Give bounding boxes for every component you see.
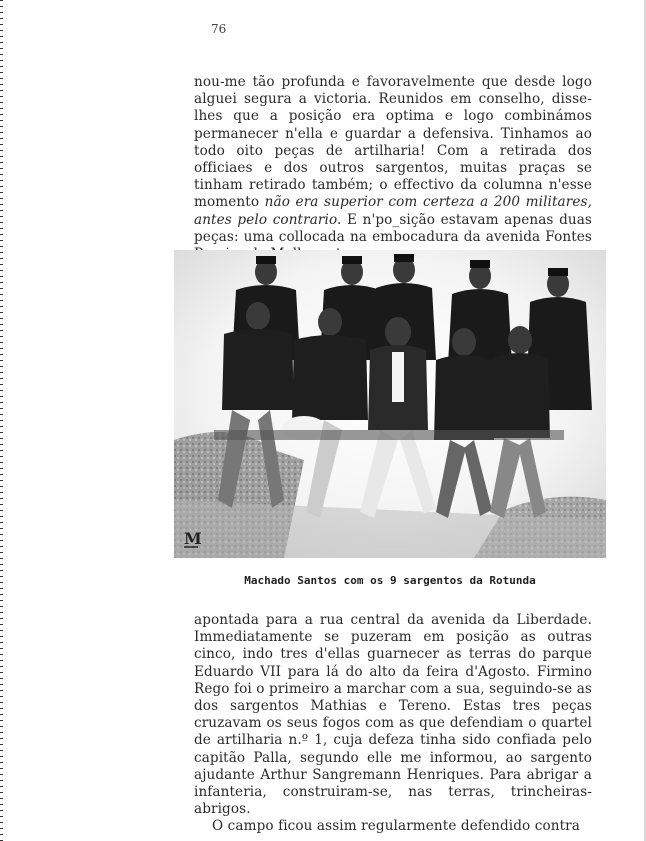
- group-photograph: [174, 250, 606, 558]
- monogram-letters: M: [184, 529, 202, 548]
- scan-edge-left: [0, 0, 3, 841]
- photographer-monogram: [184, 529, 202, 548]
- page-number: 76: [211, 22, 227, 36]
- paragraph-top-lead: nou-me tão profunda e favoravelmente que desde logo alguei segura a victoria. Reunidos em conselho, disse-lhes que a posição era optima e logo combinámos permanecer n'ella e guardar a defensiva. Tinhamos ao todo oito peças de artilharia! Com a retirada dos officiaes e dos outros sargentos, muitas praças se tinham retirado também; o effectivo da columna n'esse momento: [194, 74, 592, 211]
- paragraph-bottom: [194, 612, 592, 836]
- paragraph-bottom-last-line: O campo ficou assim regularmente defendido contra: [212, 818, 580, 835]
- paragraph-top-tail: E n'po_sição estavam apenas duas peças: uma collocada na embocadura da avenida Fontes: [194, 211, 593, 245]
- paragraph-bottom-text: apontada para a rua central da avenida da Liberdade. Immediatamente se puzeram em posição as outras cinco, indo tres d'ellas guarnecer as terras do parque Eduardo VII para lá do alto da feira d'Agosto. Firmino Rego foi o primeiro a marchar com a sua, seguindo-se as dos sargentos Mathias e Tereno. Estas tres peças cruzavam os seus fogos com as que defendiam o quartel de artilharia n.º 1, cuja defeza tinha sido confiada pelo capitão Palla, segundo elle me informou, ao sargento ajudante Arthur Sangremann Henriques. Para abrigar a infanteria, construiram-se, nas terras, trincheiras-abrigos.: [194, 612, 592, 818]
- white-shirt: [392, 352, 404, 402]
- photo-caption: Machado Santos com os 9 sargentos da Rotunda: [244, 574, 536, 587]
- paragraph-top-italic: não era superior com certeza a 200 militares, antes pelo contrario.: [194, 194, 592, 228]
- paragraph-top: [194, 74, 592, 263]
- bench: [214, 430, 564, 440]
